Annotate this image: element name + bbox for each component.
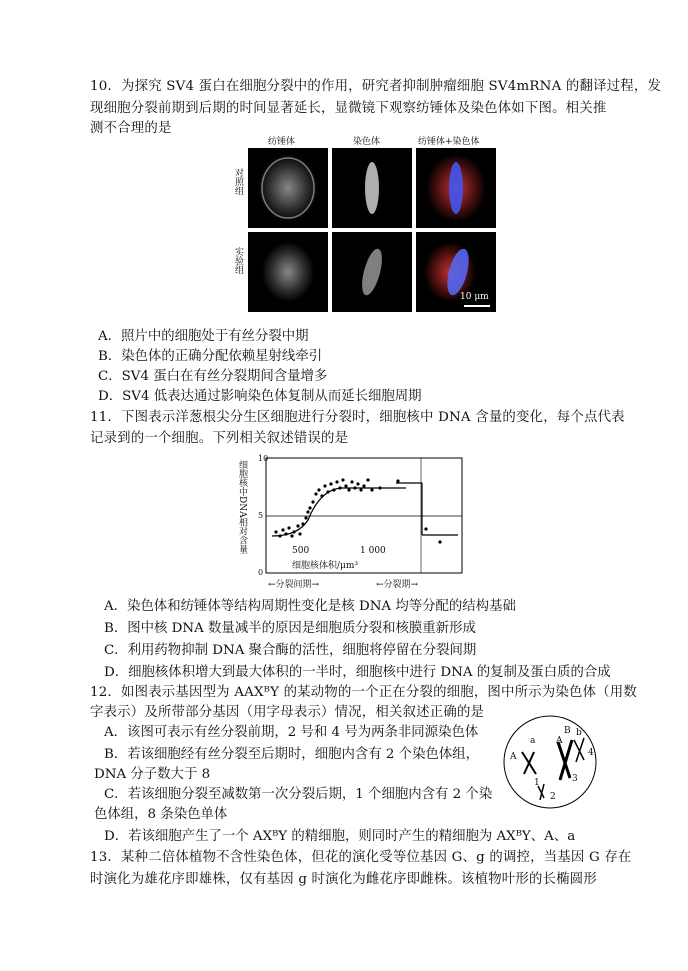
gene-label-b: b (576, 728, 582, 738)
q12-option-a: A．该图可表示有丝分裂前期，2 号和 4 号为两条非同源染色体 (104, 725, 479, 740)
q11-dna-chart (236, 450, 466, 592)
chromosome-number-2: 2 (550, 792, 556, 802)
q12-option-c-line1: C．若该细胞分裂至减数第一次分裂后期，1 个细胞内含有 2 个染 (104, 787, 493, 802)
gene-label-a: a (530, 736, 536, 746)
x-tick-500: 500 (292, 546, 310, 556)
q12-option-c-line2: 色体组，8 条染色单体 (94, 807, 228, 822)
q12-stem-line2: 字表示）及所带部分基因（用字母表示）情况，相关叙述正确的是 (90, 705, 485, 720)
q13-stem-line1: 13．某种二倍体植物不含性染色体，但花的演化受等位基因 G、g 的调控，当基因 G 存在 (90, 850, 632, 865)
gene-label-B: B (564, 726, 571, 736)
q12-option-d: D．若该细胞产生了一个 AXᴮY 的精细胞，则同时产生的精细胞为 AXᴮY、A、a (104, 829, 576, 844)
q10-stem-line1: 10．为探究 SV4 蛋白在细胞分裂中的作用，研究者抑制肿瘤细胞 SV4mRNA 的翻译过程，发 (90, 79, 662, 94)
q13-stem-line2: 时演化为雄花序即雄株，仅有基因 g 时演化为雌花序即雌株。该植物叶形的长椭圆形 (90, 872, 597, 887)
q10-stem-line2: 现细胞分裂前期到后期的时间显著延长，显微镜下观察纺锤体及染色体如下图。相关推 (90, 101, 607, 116)
y-tick-5: 5 (258, 511, 264, 520)
chromosome-4 (574, 738, 584, 762)
row-label-control: 对照组 (233, 168, 243, 195)
q12-option-b-line2: DNA 分子数大于 8 (94, 767, 211, 782)
chromosome-number-3: 3 (572, 774, 578, 784)
col-label-chromosome: 染色体 (353, 137, 381, 147)
gene-label-A2: A (556, 736, 563, 746)
scale-bar-label: 10 μm (460, 292, 489, 302)
q12-stem-line1: 12．如图表示基因型为 AAXᴮY 的某动物的一个正在分裂的细胞，图中所示为染色体（用数 (90, 685, 637, 700)
y-tick-0: 0 (258, 568, 264, 577)
phase-division: ←分裂期→ (376, 580, 419, 590)
chromosome-1 (522, 752, 536, 774)
q11-stem-line1: 11．下图表示洋葱根尖分生区细胞进行分裂时，细胞核中 DNA 含量的变化，每个点代表 (90, 410, 625, 425)
chromosome-number-1: 1 (534, 778, 540, 788)
q11-option-c: C．利用药物抑制 DNA 聚合酶的活性，细胞将停留在分裂间期 (104, 643, 477, 658)
q10-stem-line3: 测不合理的是 (90, 121, 172, 136)
col-label-spindle: 纺锤体 (268, 137, 296, 147)
phase-interphase: ←分裂间期→ (268, 580, 320, 590)
q10-option-a: A．照片中的细胞处于有丝分裂中期 (98, 329, 309, 344)
q10-option-b: B．染色体的正确分配依赖星射线牵引 (98, 349, 323, 364)
q12-cell-figure (500, 712, 600, 812)
q10-option-d: D．SV4 低表达通过影响染色体复制从而延长细胞周期 (98, 389, 422, 404)
chromosome-3 (558, 740, 572, 780)
q10-micrograph-figure (228, 132, 496, 312)
gene-label-A: A (510, 752, 517, 762)
chart-xlabel: 细胞核体积/μm³ (292, 561, 359, 571)
q12-option-b-line1: B．若该细胞经有丝分裂至后期时，细胞内含有 2 个染色体组， (104, 747, 480, 762)
q11-stem-line2: 记录到的一个细胞。下列相关叙述错误的是 (90, 431, 349, 446)
y-tick-10: 10 (258, 454, 269, 463)
q11-option-d: D．细胞核体积增大到最大体积的一半时，细胞核中进行 DNA 的复制及蛋白质的合成 (104, 665, 611, 680)
col-label-merged: 纺锤体+染色体 (418, 137, 480, 147)
q10-option-c: C．SV4 蛋白在有丝分裂期间含量增多 (98, 369, 328, 384)
x-tick-1000: 1 000 (360, 546, 386, 556)
row-label-experiment: 实验组 (233, 247, 243, 274)
q11-option-a: A．染色体和纺锤体等结构周期性变化是核 DNA 均等分配的结构基础 (104, 599, 516, 614)
micrograph-panels (228, 132, 496, 312)
q11-option-b: B．图中核 DNA 数量减半的原因是细胞质分裂和核膜重新形成 (104, 621, 476, 636)
chromosome-number-4: 4 (588, 748, 594, 758)
chart-ylabel: 细胞核中DNA相对含量 (237, 460, 247, 554)
